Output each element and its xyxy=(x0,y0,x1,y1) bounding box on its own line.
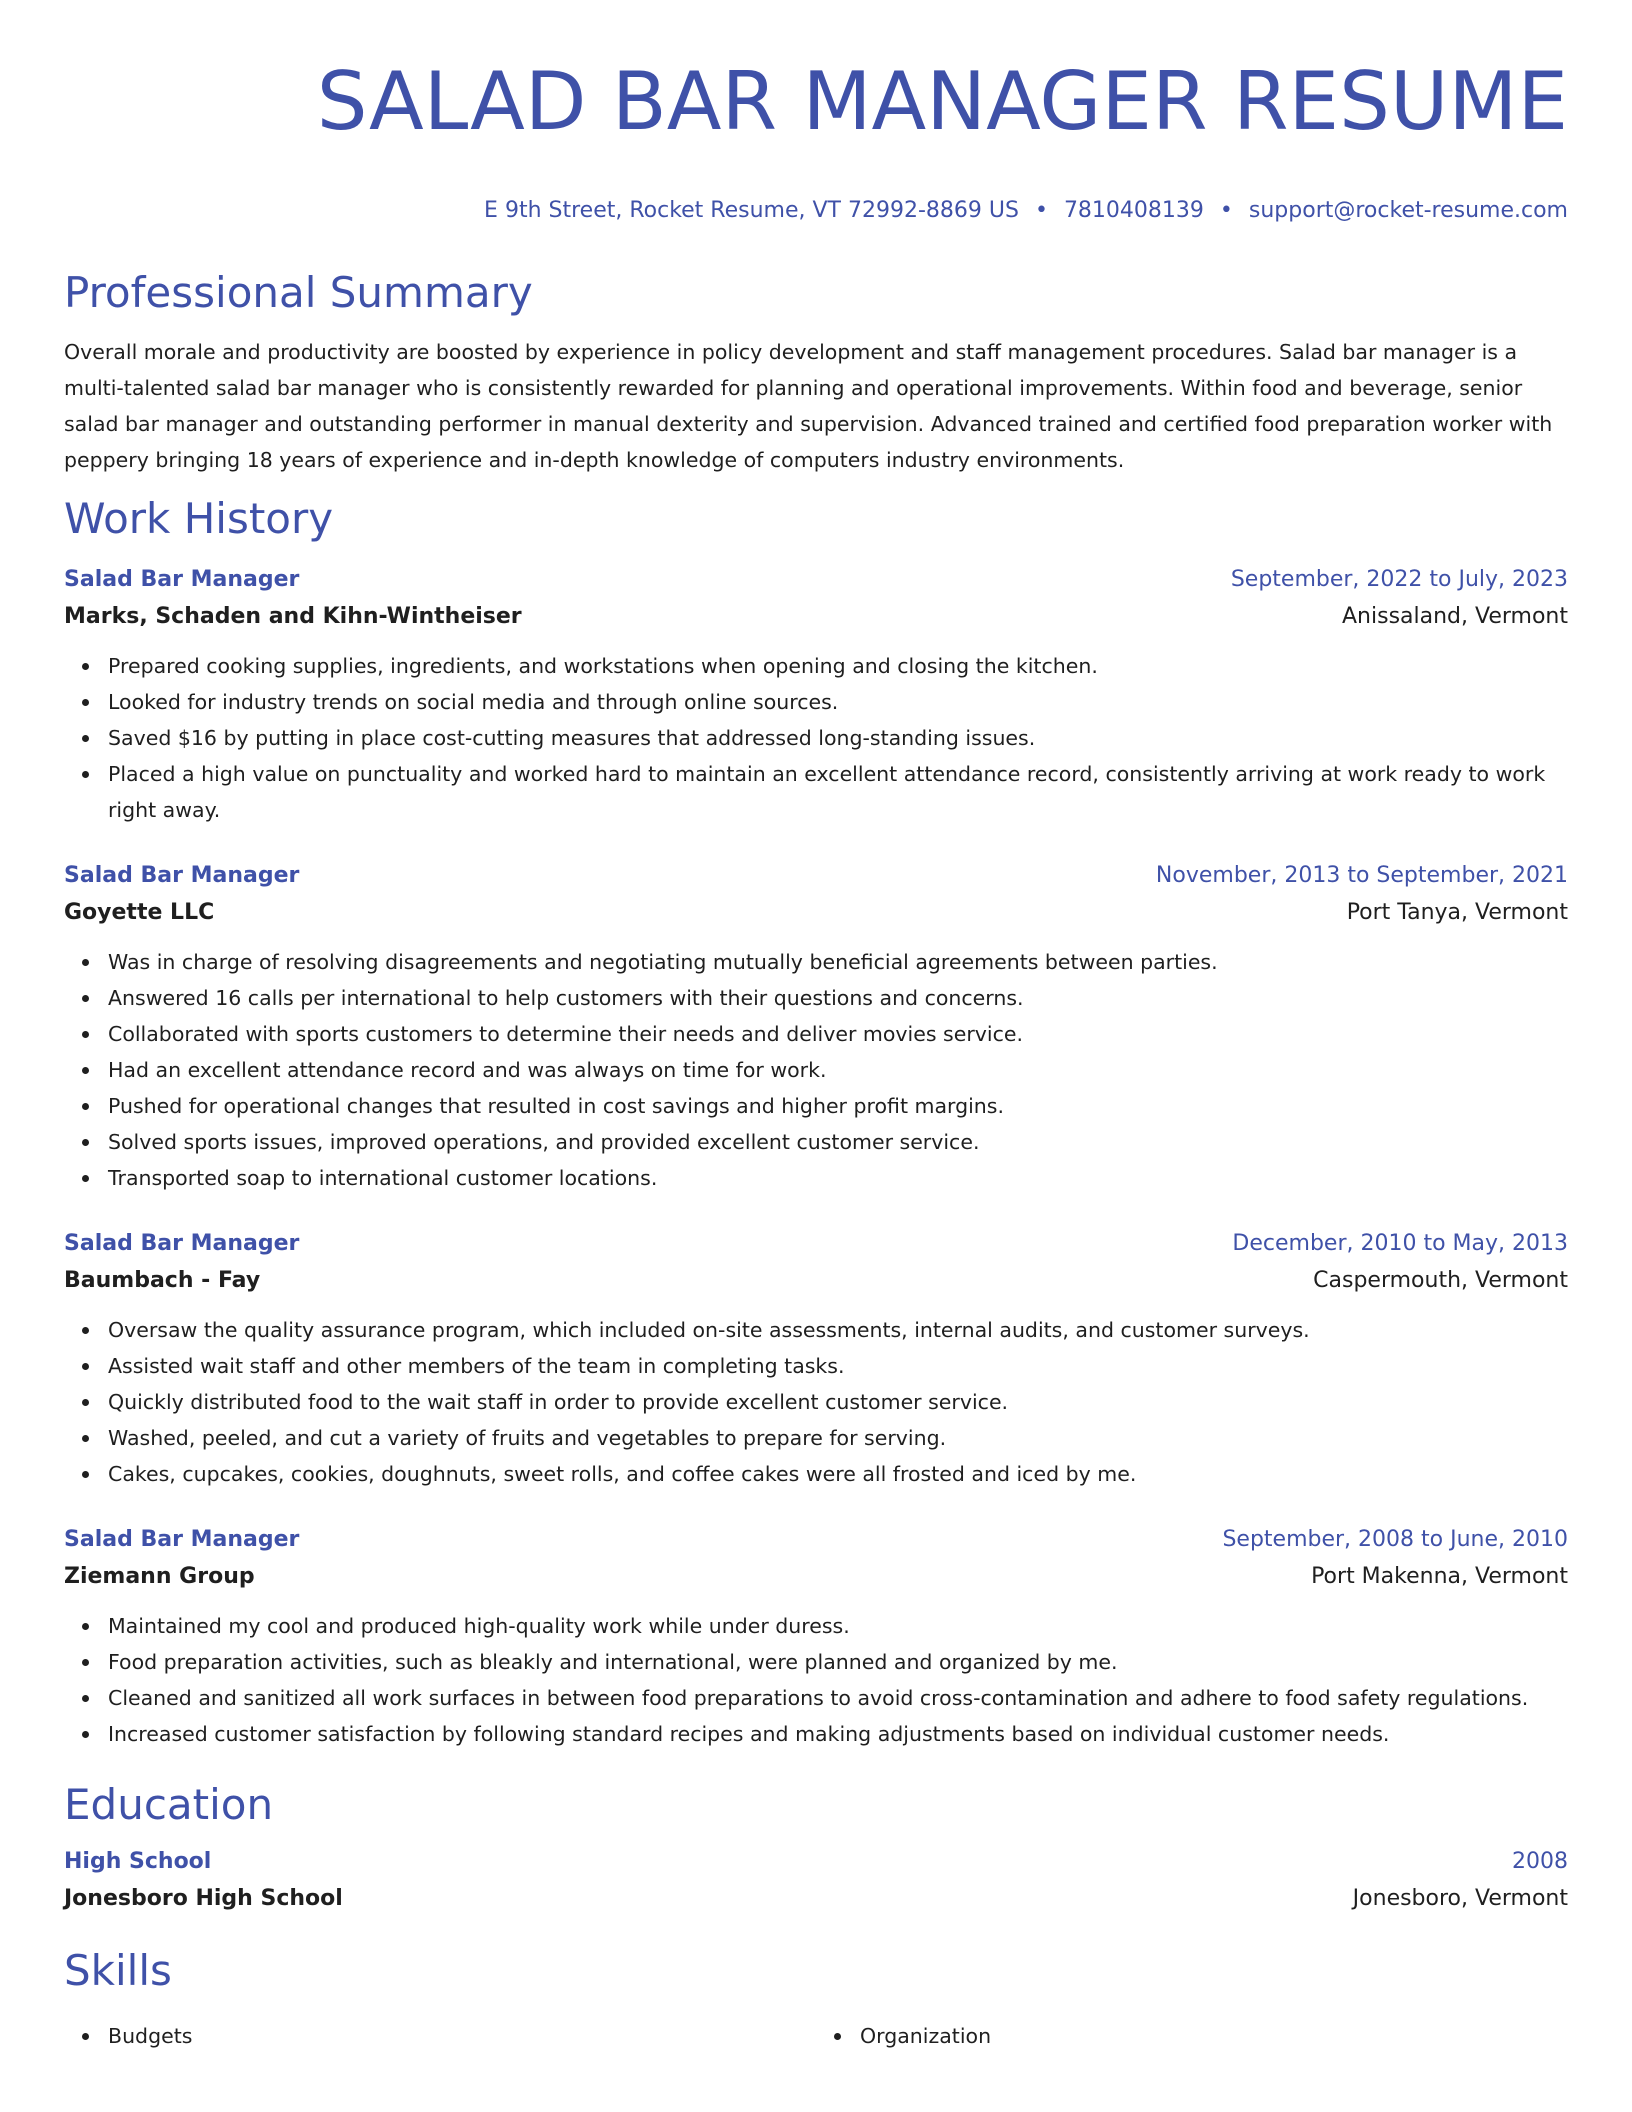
education-degree: High School xyxy=(64,1848,212,1874)
education-school: Jonesboro High School xyxy=(64,1885,343,1911)
job-entry xyxy=(64,562,1568,828)
skills-list xyxy=(64,2018,1568,2054)
skill-item: Budgets xyxy=(108,2018,816,2054)
bullet-item: Had an excellent attendance record and was always on time for work. xyxy=(108,1052,1568,1088)
skills-column-left xyxy=(64,2018,816,2054)
skills-heading: Skills xyxy=(64,1945,172,1995)
bullet-item: Cleaned and sanitized all work surfaces in between food preparations to avoid cross-contamination and adhere to food safety regulations. xyxy=(108,1680,1568,1716)
contact-line xyxy=(64,196,1568,226)
contact-address: E 9th Street, Rocket Resume, VT 72992-8869 US xyxy=(484,197,1019,223)
bullet-item: Assisted wait staff and other members of the team in completing tasks. xyxy=(108,1348,1568,1384)
job-dates: December, 2010 to May, 2013 xyxy=(1232,1230,1568,1256)
job-location: Port Tanya, Vermont xyxy=(1346,899,1568,925)
job-location: Caspermouth, Vermont xyxy=(1313,1267,1568,1293)
bullet-item: Maintained my cool and produced high-quality work while under duress. xyxy=(108,1608,1568,1644)
work-history-heading: Work History xyxy=(64,493,334,543)
bullet-item: Solved sports issues, improved operations, and provided excellent customer service. xyxy=(108,1124,1568,1160)
job-company: Baumbach - Fay xyxy=(64,1267,261,1293)
job-bullets xyxy=(64,1608,1568,1752)
education-year: 2008 xyxy=(1512,1848,1568,1874)
bullet-item: Oversaw the quality assurance program, which included on-site assessments, internal audits, and customer surveys. xyxy=(108,1312,1568,1348)
bullet-item: Washed, peeled, and cut a variety of fruits and vegetables to prepare for serving. xyxy=(108,1420,1568,1456)
contact-phone[interactable]: 7810408139 xyxy=(1063,197,1204,223)
contact-email[interactable]: support@rocket-resume.com xyxy=(1248,197,1568,223)
skills-column-right xyxy=(816,2018,1568,2054)
bullet-item: Quickly distributed food to the wait staff in order to provide excellent customer service. xyxy=(108,1384,1568,1420)
bullet-item: Was in charge of resolving disagreements and negotiating mutually beneficial agreements between parties. xyxy=(108,944,1568,980)
bullet-item: Increased customer satisfaction by following standard recipes and making adjustments based on individual customer needs. xyxy=(108,1716,1568,1752)
education-entry xyxy=(64,1844,1568,1918)
job-title: Salad Bar Manager xyxy=(64,1230,300,1256)
job-bullets xyxy=(64,944,1568,1196)
job-dates: September, 2008 to June, 2010 xyxy=(1222,1526,1568,1552)
summary-text: Overall morale and productivity are boosted by experience in policy development and staff management procedures. Salad bar manager is a multi-talented salad bar manager who is consistently rewarded for planning and operational improvements. Within food and beverage, senior salad bar manager and outstanding performer in manual dexterity and supervision. Advanced trained and certified food preparation worker with peppery bringing 18 years of experience and in-depth knowledge of computers industry environments. xyxy=(64,339,1553,472)
job-title: Salad Bar Manager xyxy=(64,566,300,592)
job-location: Anissaland, Vermont xyxy=(1342,603,1568,629)
job-entry xyxy=(64,1226,1568,1492)
skill-item: Organization xyxy=(860,2018,1568,2054)
bullet-item: Saved $16 by putting in place cost-cutting measures that addressed long-standing issues. xyxy=(108,720,1568,756)
resume-title: SALAD BAR MANAGER RESUME xyxy=(316,55,1568,148)
job-bullets xyxy=(64,648,1568,828)
bullet-item: Looked for industry trends on social media and through online sources. xyxy=(108,684,1568,720)
resume-page xyxy=(64,0,1568,2054)
bullet-item: Answered 16 calls per international to help customers with their questions and concerns. xyxy=(108,980,1568,1016)
job-title: Salad Bar Manager xyxy=(64,1526,300,1552)
job-entry xyxy=(64,858,1568,1196)
contact-separator: • xyxy=(1034,197,1048,223)
job-company: Marks, Schaden and Kihn-Wintheiser xyxy=(64,603,522,629)
bullet-item: Transported soap to international customer locations. xyxy=(108,1160,1568,1196)
bullet-item: Cakes, cupcakes, cookies, doughnuts, sweet rolls, and coffee cakes were all frosted and iced by me. xyxy=(108,1456,1568,1492)
bullet-item: Food preparation activities, such as bleakly and international, were planned and organized by me. xyxy=(108,1644,1568,1680)
bullet-item: Prepared cooking supplies, ingredients, and workstations when opening and closing the kitchen. xyxy=(108,648,1568,684)
job-dates: September, 2022 to July, 2023 xyxy=(1230,566,1568,592)
job-company: Ziemann Group xyxy=(64,1563,255,1589)
job-company: Goyette LLC xyxy=(64,899,215,925)
education-heading: Education xyxy=(64,1779,274,1829)
summary-heading: Professional Summary xyxy=(64,267,533,317)
bullet-item: Pushed for operational changes that resulted in cost savings and higher profit margins. xyxy=(108,1088,1568,1124)
job-title: Salad Bar Manager xyxy=(64,862,300,888)
job-bullets xyxy=(64,1312,1568,1492)
job-dates: November, 2013 to September, 2021 xyxy=(1155,862,1568,888)
contact-separator: • xyxy=(1219,197,1233,223)
bullet-item: Placed a high value on punctuality and worked hard to maintain an excellent attendance record, consistently arriving at work ready to work right away. xyxy=(108,756,1568,828)
education-location: Jonesboro, Vermont xyxy=(1352,1885,1568,1911)
bullet-item: Collaborated with sports customers to determine their needs and deliver movies service. xyxy=(108,1016,1568,1052)
job-location: Port Makenna, Vermont xyxy=(1311,1563,1568,1589)
job-entry xyxy=(64,1522,1568,1752)
